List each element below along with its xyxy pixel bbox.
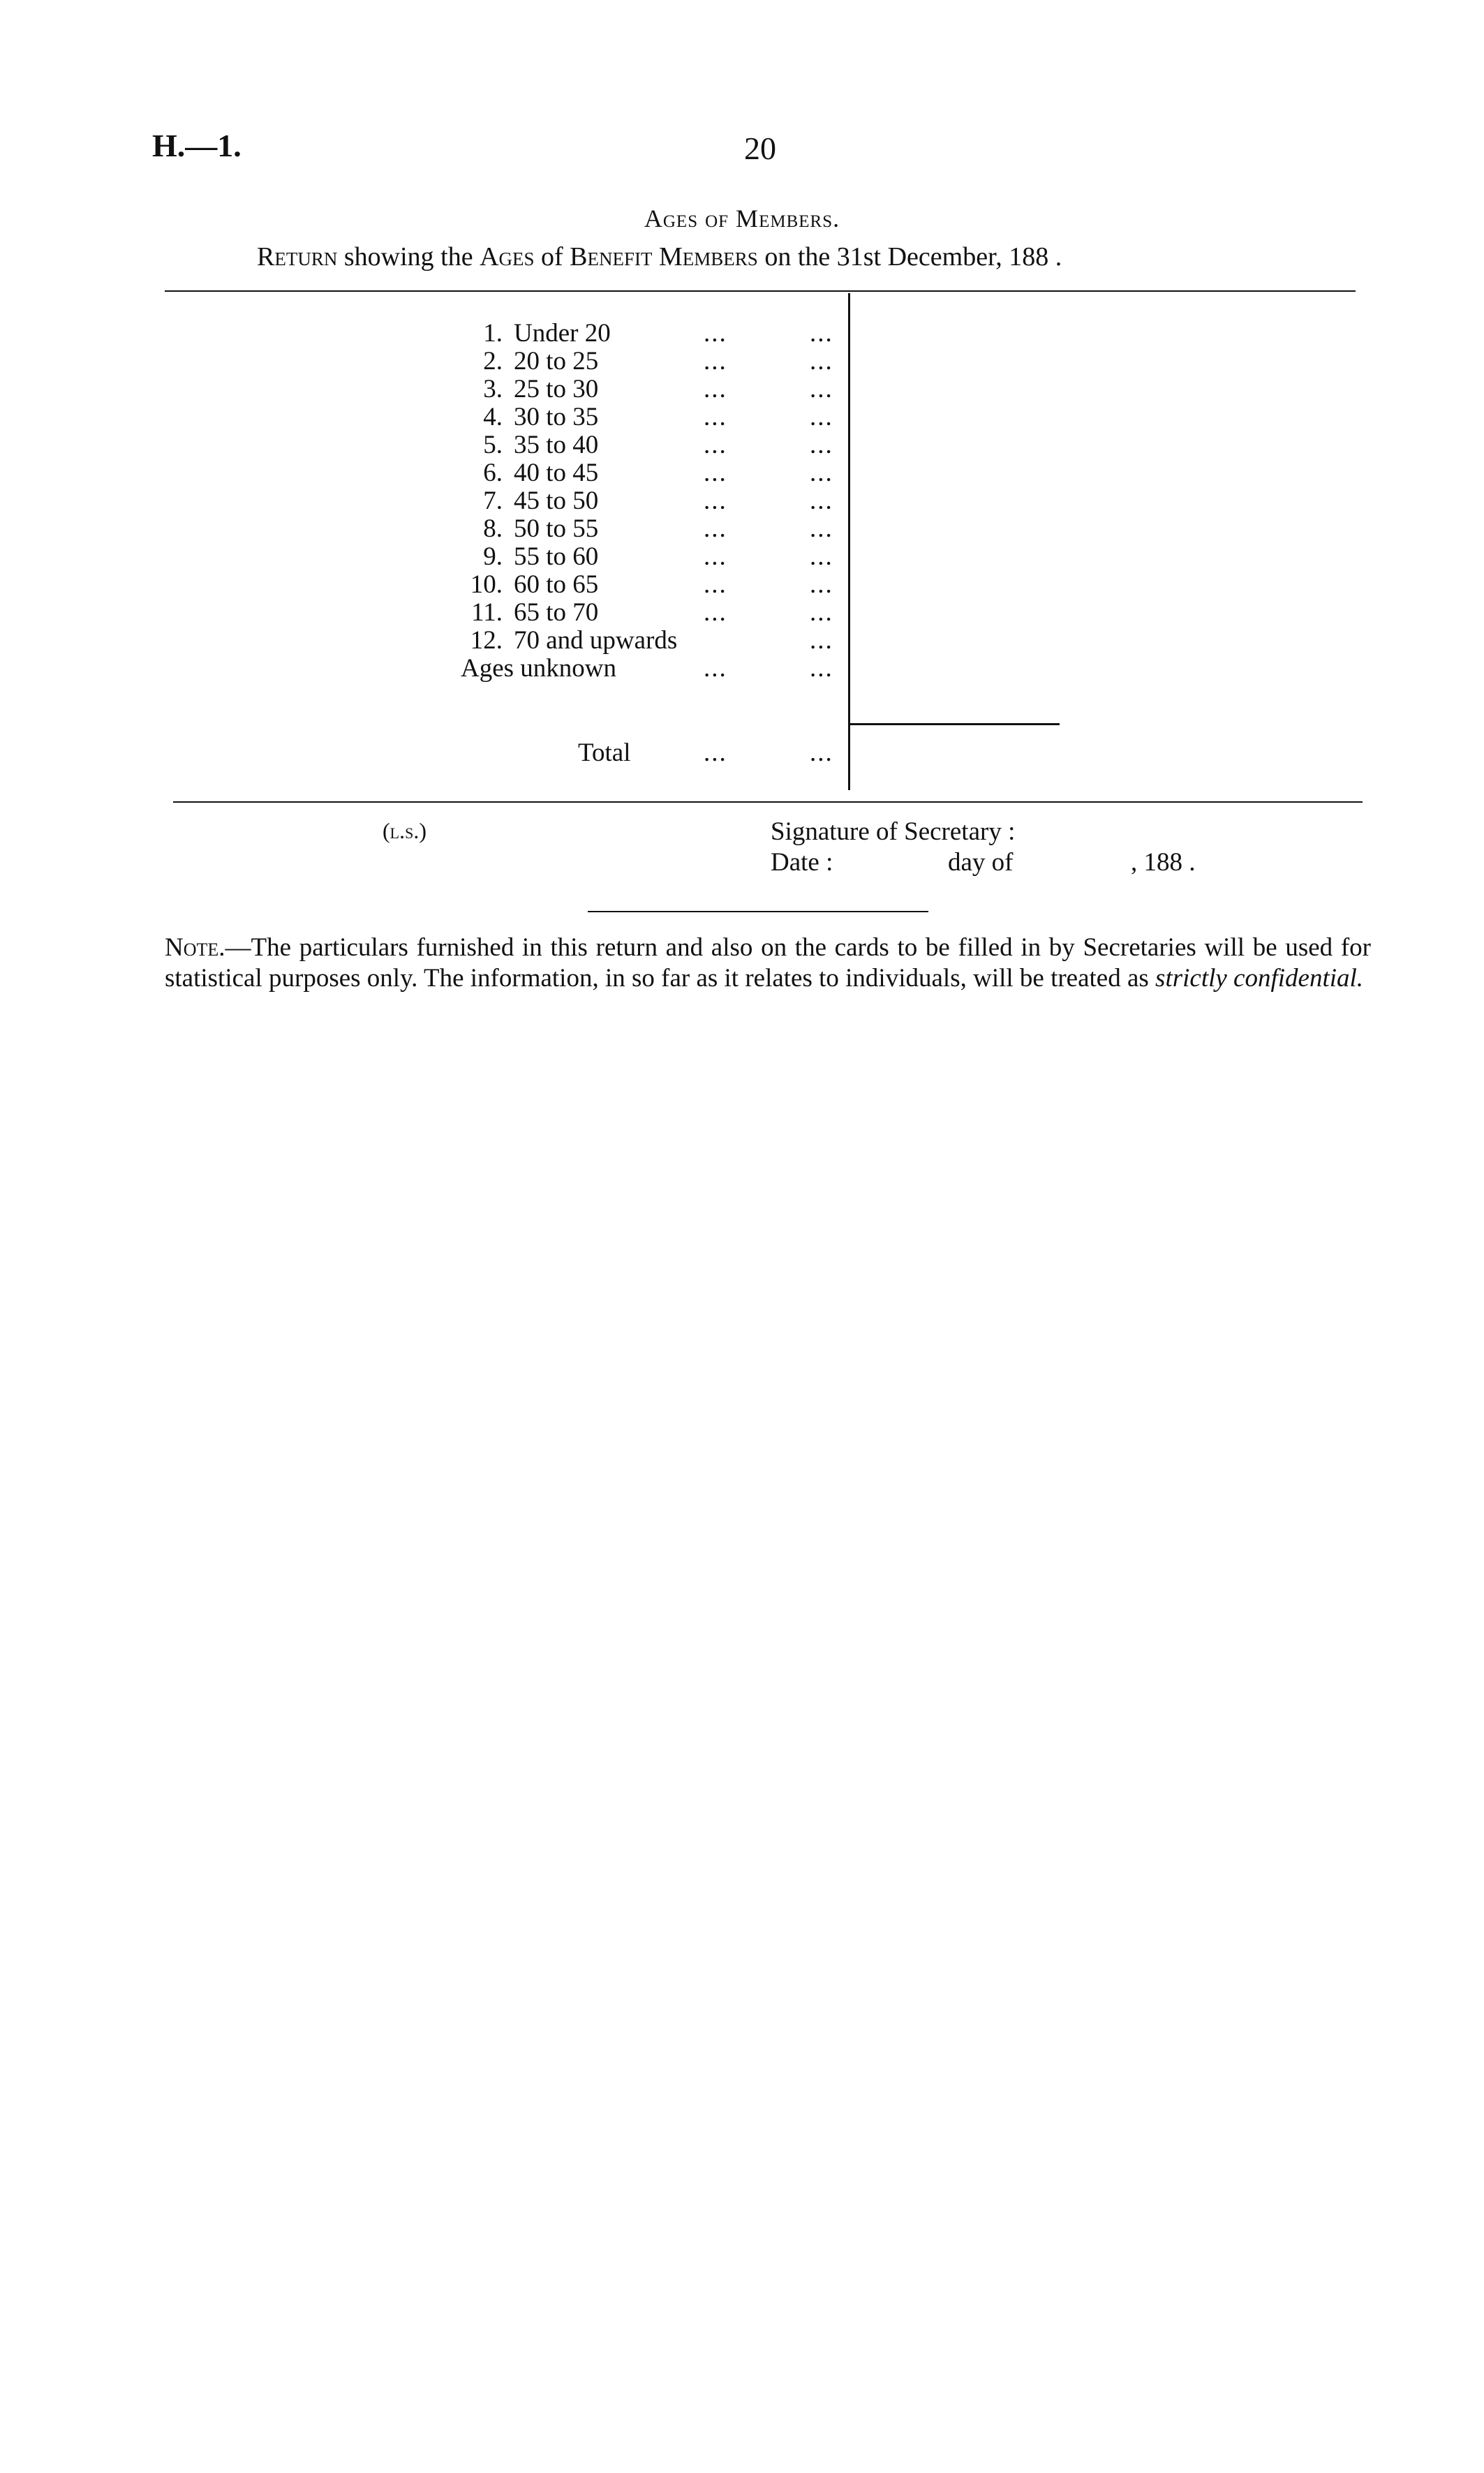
leader-dots: ... xyxy=(810,347,833,376)
age-row xyxy=(461,487,852,515)
row-label: 20 to 25 xyxy=(514,347,599,376)
note-separator-rule xyxy=(588,911,928,912)
subtitle-ages-word: Ages xyxy=(480,242,535,272)
leader-dots: ... xyxy=(810,487,833,515)
leader-dots: ... xyxy=(704,487,727,515)
page-number: 20 xyxy=(744,131,776,166)
leader-dots: ... xyxy=(810,542,833,571)
leader-dots: ... xyxy=(810,319,833,348)
age-row xyxy=(461,431,852,459)
date-line xyxy=(771,847,1259,878)
age-row xyxy=(461,320,852,348)
row-label: 35 to 40 xyxy=(514,431,599,459)
total-rule xyxy=(850,723,1060,725)
subtitle-text: of xyxy=(534,242,570,272)
row-number: 3. xyxy=(483,375,503,403)
row-label: 60 to 65 xyxy=(514,570,599,599)
row-label: 70 and upwards xyxy=(514,626,678,655)
document-reference: H.—1. xyxy=(152,128,242,163)
leader-dots: ... xyxy=(704,459,727,487)
age-row xyxy=(461,459,852,487)
row-number: 10. xyxy=(470,570,503,599)
age-row xyxy=(461,515,852,543)
row-label: Ages unknown xyxy=(461,654,617,683)
age-row xyxy=(461,543,852,571)
row-label: 55 to 60 xyxy=(514,542,599,571)
subtitle-date-text: on the 31st December, 188 . xyxy=(757,242,1062,272)
note-emphasis: strictly confidential. xyxy=(1155,964,1364,993)
leader-dots: ... xyxy=(810,403,833,431)
leader-dots: ... xyxy=(704,319,727,348)
leader-dots: ... xyxy=(810,598,833,627)
age-row xyxy=(461,599,852,627)
age-row xyxy=(461,348,852,376)
row-label: 45 to 50 xyxy=(514,487,599,515)
leader-dots: ... xyxy=(810,738,833,767)
age-row xyxy=(461,627,852,655)
leader-dots: ... xyxy=(810,570,833,599)
subtitle-text: showing the xyxy=(337,242,480,272)
leader-dots: ... xyxy=(704,403,727,431)
leader-dots: ... xyxy=(810,626,833,655)
total-row xyxy=(461,738,852,768)
leader-dots: ... xyxy=(810,431,833,459)
note-paragraph xyxy=(165,933,1371,994)
table-bottom-rule xyxy=(173,801,1363,803)
return-subtitle xyxy=(257,242,1062,272)
leader-dots: ... xyxy=(810,654,833,683)
note-text: —The particulars furnished in this return and also on the cards to be filled in by Secretaries will be used for statistical purposes only. The information, in so far as it relates to individuals, will be treated as xyxy=(165,933,1371,993)
row-number: 7. xyxy=(483,487,503,515)
age-row xyxy=(461,655,852,683)
row-number: 8. xyxy=(483,514,503,543)
leader-dots: ... xyxy=(704,570,727,599)
section-title: Ages of Members. xyxy=(644,205,840,232)
date-label: Date : xyxy=(771,848,833,877)
total-label: Total xyxy=(578,738,631,767)
row-label: Under 20 xyxy=(514,319,611,348)
leader-dots: ... xyxy=(704,375,727,403)
leader-dots: ... xyxy=(704,431,727,459)
year-label: , 188 . xyxy=(1131,848,1196,877)
age-row xyxy=(461,403,852,431)
row-number: 6. xyxy=(483,459,503,487)
row-number: 12. xyxy=(470,626,503,655)
leader-dots: ... xyxy=(704,598,727,627)
table-top-rule xyxy=(165,290,1356,292)
leader-dots: ... xyxy=(704,738,727,767)
leader-dots: ... xyxy=(704,514,727,543)
leader-dots: ... xyxy=(810,459,833,487)
secretary-signature-label: Signature of Secretary : xyxy=(771,817,1016,846)
row-number: 11. xyxy=(471,598,503,627)
row-label: 50 to 55 xyxy=(514,514,599,543)
age-row xyxy=(461,376,852,403)
row-number: 1. xyxy=(483,319,503,348)
row-label: 65 to 70 xyxy=(514,598,599,627)
seal-label: (l.s.) xyxy=(383,818,426,843)
row-number: 2. xyxy=(483,347,503,376)
row-label: 30 to 35 xyxy=(514,403,599,431)
subtitle-benefit-members: Benefit Members xyxy=(570,242,758,272)
leader-dots: ... xyxy=(704,542,727,571)
leader-dots: ... xyxy=(810,514,833,543)
note-lead: Note. xyxy=(165,933,225,962)
row-label: 40 to 45 xyxy=(514,459,599,487)
row-number: 5. xyxy=(483,431,503,459)
leader-dots: ... xyxy=(704,347,727,376)
subtitle-return-word: Return xyxy=(257,242,338,272)
day-of-label: day of xyxy=(948,848,1014,877)
leader-dots: ... xyxy=(704,654,727,683)
age-row xyxy=(461,571,852,599)
row-number: 4. xyxy=(483,403,503,431)
row-label: 25 to 30 xyxy=(514,375,599,403)
leader-dots: ... xyxy=(810,375,833,403)
row-number: 9. xyxy=(483,542,503,571)
